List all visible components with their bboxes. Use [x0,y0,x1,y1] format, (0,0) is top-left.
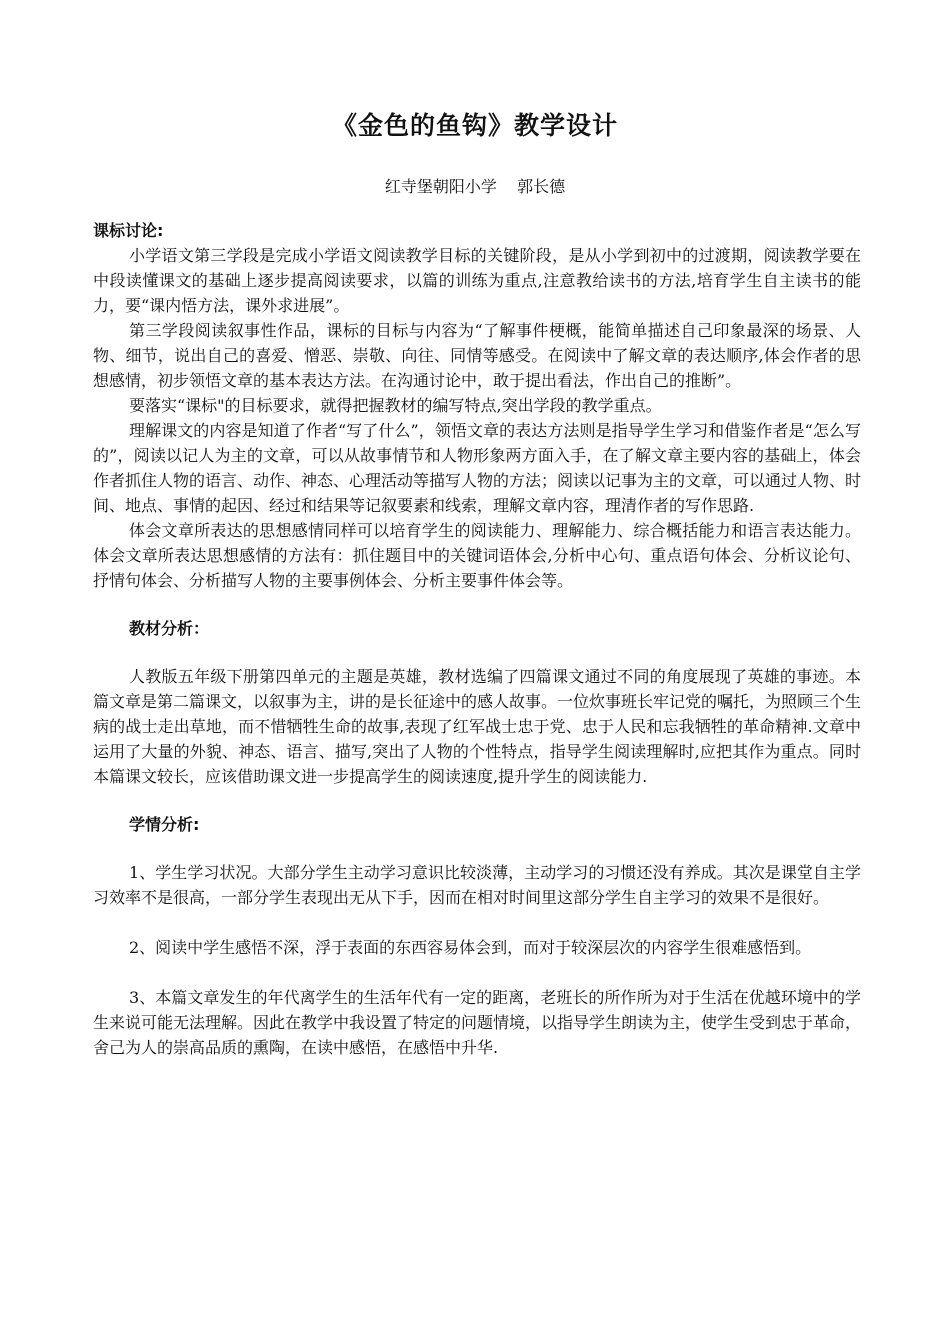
paragraph: 体会文章所表达的思想感情同样可以培育学生的阅读能力、理解能力、综合概括能力和语言表达能力。体会文章所表达思想感情的方法有：抓住题目中的关键词语体会,分析中心句、重点语句体会、分析议论句、抒情句体会、分析描写人物的主要事例体会、分析主要事件体会等。 [93,521,861,590]
author-byline: 红寺堡朝阳小学 郭长德 [384,177,566,196]
paragraph: 小学语文第三学段是完成小学语文阅读教学目标的关键阶段，是从小学到初中的过渡期，阅读教学要在中段读懂课文的基础上逐步提高阅读要求，以篇的训练为重点,注意教给读书的方法,培育学生自主读书的能力，要“课内悟方法，课外求进展”。 [93,246,861,315]
document-body [93,218,861,1060]
paragraph: 要落实“课标"的目标要求，就得把握教材的编写特点,突出学段的教学重点。 [129,396,662,415]
section-heading-students: 学情分析: [129,815,200,834]
paragraph: 3、本篇文章发生的年代离学生的生活年代有一定的距离，老班长的所作所为对于生活在优越环境中的学生来说可能无法理解。因此在教学中我设置了特定的问题情境，以指导学生朗读为主，使学生受到忠于革命，舍己为人的崇高品质的熏陶，在读中感悟，在感悟中升华. [93,988,862,1057]
paragraph: 1、学生学习状况。大部分学生主动学习意识比较淡薄，主动学习的习惯还没有养成。其次是课堂自主学习效率不是很高，一部分学生表现出无从下手，因而在相对时间里这部分学生自主学习的效果不是很好。 [93,863,861,907]
paragraph: 第三学段阅读叙事性作品，课标的目标与内容为“了解事件梗概，能简单描述自己印象最深的场景、人物、细节，说出自己的喜爱、憎恶、崇敬、向往、同情等感受。在阅读中了解文章的表达顺序,体会作者的思想感情，初步领悟文章的基本表达方法。在沟通讨论中，敢于提出看法，作出自己的推断”。 [93,321,861,390]
document-title: 《金色的鱼钩》教学设计 [331,111,618,140]
paragraph: 理解课文的内容是知道了作者“写了什么”，领悟文章的表达方法则是指导学生学习和借鉴作者是“怎么写的”，阅读以记人为主的文章，可以从故事情节和人物形象两方面入手，在了解文章主要内容的基础上，体会作者抓住人物的语言、动作、神态、心理活动等描写人物的方法；阅读以记事为主的文章，可以通过人物、时间、地点、事情的起因、经过和结果等记叙要素和线索，理解文章内容，理清作者的写作思路. [93,421,862,515]
paragraph: 人教版五年级下册第四单元的主题是英雄，教材选编了四篇课文通过不同的角度展现了英雄的事迹。本篇文章是第二篇课文，以叙事为主，讲的是长征途中的感人故事。一位炊事班长牢记党的嘱托，为照顾三个生病的战士走出草地，而不惜牺牲生命的故事,表现了红军战士忠于党、忠于人民和忘我牺牲的革命精神.文章中运用了大量的外貌、神态、语言、描写,突出了人物的个性特点，指导学生阅读理解时,应把其作为重点。同时本篇课文较长，应该借助课文进一步提高学生的阅读速度,提升学生的阅读能力. [93,667,862,786]
section-heading-curriculum: 课标讨论: [93,221,164,240]
paragraph: 2、阅读中学生感悟不深，浮于表面的东西容易体会到，而对于较深层次的内容学生很难感悟到。 [129,938,812,957]
section-heading-textbook: 教材分析： [129,619,210,638]
